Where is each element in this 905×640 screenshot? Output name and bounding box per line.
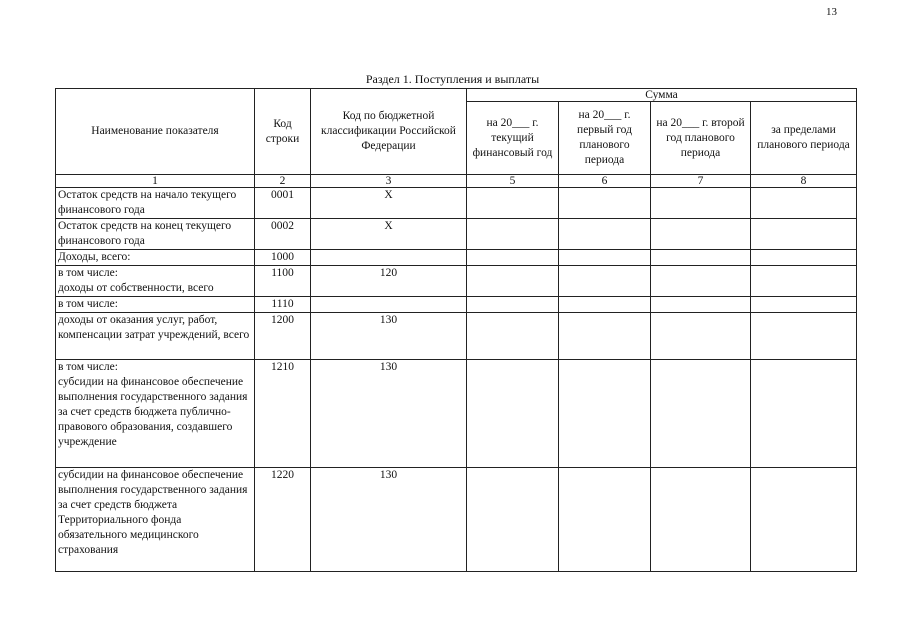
sum-cell: [467, 360, 559, 468]
row-name: Доходы, всего:: [56, 250, 255, 266]
sum-cell: [467, 297, 559, 313]
table-row: [56, 468, 857, 572]
sum-cell: [559, 313, 651, 360]
sum-cell: [651, 250, 751, 266]
header-code: Код строки: [255, 89, 311, 175]
sum-cell: [467, 250, 559, 266]
sum-cell: [651, 219, 751, 250]
sum-cell: [559, 266, 651, 297]
sum-cell: [651, 188, 751, 219]
row-name: в том числе: субсидии на финансовое обеспечение выполнения государственного задания за счет средств бюджета публично-правового образования, создавшего учреждение: [56, 360, 255, 468]
row-name: субсидии на финансовое обеспечение выполнения государственного задания за счет средств бюджета Территориального фонда обязательного медицинского страхования: [56, 468, 255, 572]
sum-cell: [651, 297, 751, 313]
sum-cell: [467, 188, 559, 219]
row-name: Остаток средств на конец текущего финансового года: [56, 219, 255, 250]
row-name: в том числе:: [56, 297, 255, 313]
header-first-plan-year: на 20___ г. первый год планового периода: [559, 102, 651, 175]
row-code: 1210: [255, 360, 311, 468]
sum-cell: [467, 313, 559, 360]
table-row: [56, 266, 857, 297]
sum-cell: [751, 468, 857, 572]
sum-cell: [751, 266, 857, 297]
header-current-year: на 20___ г. текущий финансовый год: [467, 102, 559, 175]
row-code: 0001: [255, 188, 311, 219]
sum-cell: [559, 219, 651, 250]
col-number: 6: [559, 175, 651, 188]
row-kbk: 130: [311, 468, 467, 572]
page-number: 13: [826, 6, 837, 18]
col-number: 3: [311, 175, 467, 188]
header-sum: Сумма: [467, 89, 857, 102]
row-kbk: 130: [311, 313, 467, 360]
col-number: 7: [651, 175, 751, 188]
sum-cell: [751, 250, 857, 266]
row-code: 1000: [255, 250, 311, 266]
row-kbk: 120: [311, 266, 467, 297]
row-name: доходы от оказания услуг, работ, компенсации затрат учреждений, всего: [56, 313, 255, 360]
row-name: в том числе: доходы от собственности, всего: [56, 266, 255, 297]
col-number: 8: [751, 175, 857, 188]
row-kbk: X: [311, 219, 467, 250]
col-number: 2: [255, 175, 311, 188]
table-row: [56, 297, 857, 313]
table-row: [56, 219, 857, 250]
col-number: 1: [56, 175, 255, 188]
sum-cell: [559, 360, 651, 468]
row-code: 1220: [255, 468, 311, 572]
row-kbk: 130: [311, 360, 467, 468]
sum-cell: [467, 219, 559, 250]
sum-cell: [751, 219, 857, 250]
row-code: 0002: [255, 219, 311, 250]
sum-cell: [651, 468, 751, 572]
sum-cell: [751, 188, 857, 219]
row-kbk: [311, 297, 467, 313]
sum-cell: [651, 313, 751, 360]
row-code: 1200: [255, 313, 311, 360]
sum-cell: [651, 360, 751, 468]
sum-cell: [751, 360, 857, 468]
sum-cell: [651, 266, 751, 297]
table-row: [56, 313, 857, 360]
section-title: Раздел 1. Поступления и выплаты: [365, 72, 540, 86]
header-second-plan-year: на 20___ г. второй год планового периода: [651, 102, 751, 175]
row-name: Остаток средств на начало текущего финансового года: [56, 188, 255, 219]
receipts-payments-table: [55, 88, 857, 572]
sum-cell: [751, 297, 857, 313]
row-kbk: [311, 250, 467, 266]
sum-cell: [559, 250, 651, 266]
row-code: 1100: [255, 266, 311, 297]
header-beyond-plan: за пределами планового периода: [751, 102, 857, 175]
col-number: 5: [467, 175, 559, 188]
sum-cell: [559, 468, 651, 572]
sum-cell: [467, 468, 559, 572]
row-code: 1110: [255, 297, 311, 313]
sum-cell: [559, 188, 651, 219]
table-row: [56, 250, 857, 266]
sum-cell: [751, 313, 857, 360]
sum-cell: [467, 266, 559, 297]
table-row: [56, 188, 857, 219]
header-name: Наименование показателя: [56, 89, 255, 175]
row-kbk: X: [311, 188, 467, 219]
header-kbk: Код по бюджетной классификации Российской Федерации: [311, 89, 467, 175]
sum-cell: [559, 297, 651, 313]
table-row: [56, 360, 857, 468]
